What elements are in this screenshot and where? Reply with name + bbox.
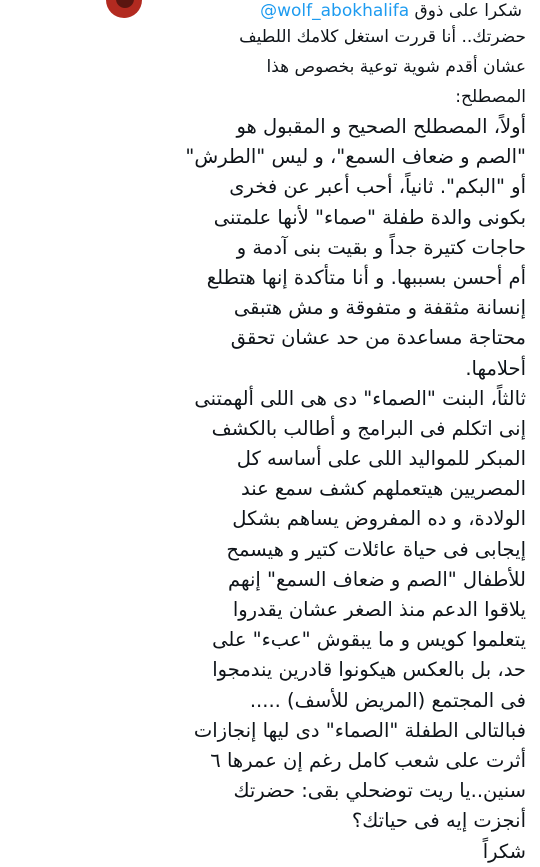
thanks-text: شكرا على ذوق [414, 1, 522, 21]
text-line: إنسانة مثقفة و متفوقة و مش هتبقى [233, 296, 526, 320]
text-line: الولادة، و ده المفروض يساهم بشكل [232, 507, 526, 531]
text-line: فى المجتمع (المريض للأسف) ..... [249, 688, 526, 712]
text-line: بكونى والدة طفلة "صماء" لأنها علمتنى [213, 205, 526, 229]
text-line: سنين..يا ريت توضحلي بقى: حضرتك [233, 779, 526, 803]
text-line: للأطفال "الصم و ضعاف السمع" إنهم [227, 567, 526, 591]
text-line: "الصم و ضعاف السمع"، و ليس "الطرش" [185, 145, 526, 169]
text-line: حضرتك.. أنا قررت استغل كلامك اللطيف [239, 27, 526, 47]
mention-link[interactable]: @wolf_abokhalifa [260, 1, 410, 21]
text-line: أو "البكم". ثانياً، أحب أعبر عن فخرى [229, 175, 526, 199]
text-line: أحلامها. [465, 356, 526, 380]
text-line: حد، بل بالعكس هيكونوا قادرين يندمجوا [212, 658, 526, 682]
text-line: محتاجة مساعدة من حد عشان تحقق [230, 326, 526, 350]
user-avatar[interactable] [106, 0, 142, 18]
text-line: أثرت على شعب كامل رغم إن عمرها ٦ [210, 748, 526, 772]
text-line: المصريين هيتعملهم كشف سمع عند [240, 477, 526, 501]
text-line: عشان أقدم شوية توعية بخصوص هذا [266, 57, 526, 77]
text-line: يتعلموا كويس و ما يبقوش "عبء" على [212, 628, 526, 652]
text-line: إنى اتكلم فى البرامج و أطالب بالكشف [211, 416, 526, 440]
text-line: المصطلح: [455, 87, 526, 107]
text-line: المبكر للمواليد اللى على أساسه كل [236, 447, 526, 471]
reply-text [150, 22, 526, 867]
text-line: حاجات كتيرة جداً و بقيت بنى آدمة و [236, 235, 526, 259]
text-line: شكراً [482, 839, 526, 863]
text-line: أولاً، المصطلح الصحيح و المقبول هو [236, 115, 526, 138]
text-line: يلاقوا الدعم منذ الصغر عشان يقدروا [232, 598, 526, 621]
text-line: ثالثاً، البنت "الصماء" دى هى اللى ألهمتنى [194, 386, 526, 410]
text-line: إيجابى فى حياة عائلات كتير و هيسمح [226, 537, 526, 561]
reply-header [160, 0, 522, 22]
text-line: فبالتالى الطفلة "الصماء" دى ليها إنجازات [193, 718, 526, 742]
text-line: أم أحسن بسببها. و أنا متأكدة إنها هتطلع [206, 265, 526, 289]
text-line: أنجزت إيه فى حياتك؟ [351, 809, 526, 833]
